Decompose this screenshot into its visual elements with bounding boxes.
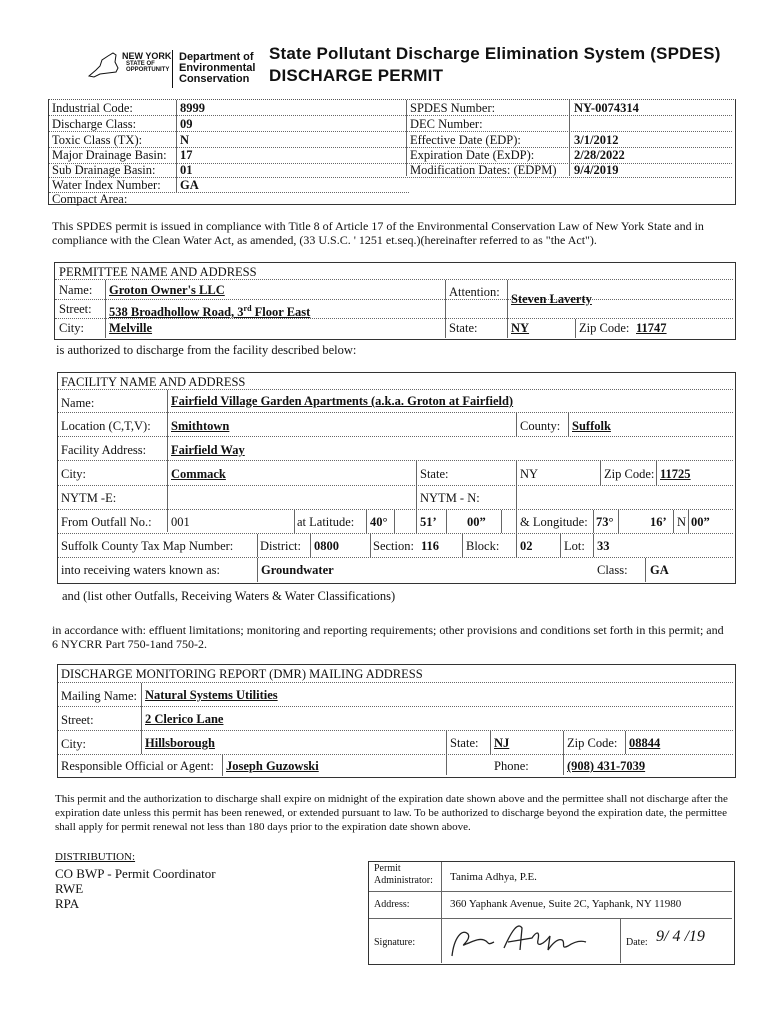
state-map-icon <box>86 50 122 80</box>
date-label: Date: <box>626 937 648 948</box>
modification-date-value: 9/4/2019 <box>574 163 619 177</box>
dmr-zip-value: 08844 <box>629 736 661 750</box>
longitude-n: N <box>677 515 687 529</box>
latitude-degrees: 40° <box>370 515 388 529</box>
latitude-minutes: 51’ <box>420 515 437 529</box>
logo-newyork: NEW YORK <box>122 51 172 61</box>
expiry-text: This permit and the authorization to discharge shall expire on midnight of the expiration date shown above and the permittee shall not discharge after the expiration date unless this permit has been renewed, or extended pursuant to law. To be authorized to discharge beyond the expiration date, the permittee shall apply for permit renewal not less than 180 days prior to the expiration date shown above. <box>55 793 728 833</box>
sub-basin-label: Sub Drainage Basin: <box>52 163 156 177</box>
facility-heading: FACILITY NAME AND ADDRESS <box>61 375 246 389</box>
logo-divider <box>172 50 173 88</box>
longitude-minutes: 16’ <box>650 515 667 529</box>
spdes-number-label: SPDES Number: <box>410 101 496 115</box>
distribution-item: RWE <box>55 881 84 896</box>
accordance-text: in accordance with: effluent limitations; monitoring and reporting requirements; other provisions and conditions set forth in this permit; and 6 NYCRR Part 750-1and 750-2. <box>52 623 724 651</box>
signature-label: Signature: <box>374 937 416 948</box>
facility-state-value: NY <box>520 467 539 481</box>
lot-value: 33 <box>597 539 610 553</box>
nytm-e-label: NYTM -E: <box>61 491 117 505</box>
compact-area-label: Compact Area: <box>52 192 128 206</box>
signature-image <box>448 920 613 960</box>
facility-zip-label: Zip Code: <box>604 467 655 481</box>
admin-address-label: Address: <box>374 899 410 910</box>
section-label: Section: <box>373 539 414 553</box>
section-value: 116 <box>421 539 440 553</box>
longitude-label: & Longitude: <box>520 515 588 529</box>
modification-date-label: Modification Dates: (EDPM) <box>410 163 557 177</box>
dmr-state-value: NJ <box>494 736 510 750</box>
permittee-state-value: NY <box>511 321 530 335</box>
admin-name: Tanima Adhya, P.E. <box>450 871 537 883</box>
outfall-value: 001 <box>171 515 190 529</box>
latitude-seconds: 00” <box>467 515 486 529</box>
water-index-label: Water Index Number: <box>52 178 161 192</box>
facility-city-value: Commack <box>171 467 226 481</box>
mailing-name-value: Natural Systems Utilities <box>145 688 278 702</box>
toxic-class-value: N <box>180 133 190 147</box>
permittee-city-label: City: <box>59 321 85 335</box>
latitude-label: at Latitude: <box>297 515 355 529</box>
dec-logo-text <box>179 52 255 85</box>
major-basin-value: 17 <box>180 148 193 162</box>
admin-address-value: 360 Yaphank Avenue, Suite 2C, Yaphank, NY 11980 <box>450 898 682 910</box>
industrial-code-label: Industrial Code: <box>52 101 133 115</box>
dmr-street-label: Street: <box>61 713 94 727</box>
expiration-date-value: 2/28/2022 <box>574 148 625 162</box>
facility-zip-value: 11725 <box>660 467 691 481</box>
district-value: 0800 <box>314 539 339 553</box>
outfall-label: From Outfall No.: <box>61 515 152 529</box>
page-title: State Pollutant Discharge Elimination System (SPDES) <box>269 44 721 63</box>
permittee-city-value: Melville <box>109 321 153 335</box>
logo-state-of: STATE OF <box>126 61 155 67</box>
tax-map-label: Suffolk County Tax Map Number: <box>61 539 234 553</box>
distribution-heading: DISTRIBUTION: <box>55 851 136 863</box>
effective-date-label: Effective Date (EDP): <box>410 133 521 147</box>
longitude-seconds: 00” <box>691 515 710 529</box>
water-index-value: GA <box>180 178 199 192</box>
dept-line-2: Environmental <box>179 62 256 74</box>
phone-label: Phone: <box>494 759 529 773</box>
dmr-city-label: City: <box>61 737 87 751</box>
permittee-zip-value: 11747 <box>636 321 667 335</box>
longitude-degrees: 73° <box>596 515 614 529</box>
date-value: 9/ 4 /19 <box>656 928 705 945</box>
district-label: District: <box>260 539 301 553</box>
dmr-zip-label: Zip Code: <box>567 736 618 750</box>
phone-value: (908) 431-7039 <box>567 759 646 773</box>
dec-number-label: DEC Number: <box>410 117 483 131</box>
county-value: Suffolk <box>572 419 611 433</box>
other-outfalls-text: and (list other Outfalls, Receiving Waters & Water Classifications) <box>62 589 396 603</box>
permittee-street-label: Street: <box>59 302 92 316</box>
county-label: County: <box>520 419 561 433</box>
facility-address-value: Fairfield Way <box>171 443 245 457</box>
permittee-state-label: State: <box>449 321 478 335</box>
logo-opportunity: OPPORTUNITY <box>126 67 170 73</box>
discharge-class-value: 09 <box>180 117 193 131</box>
lot-label: Lot: <box>564 539 585 553</box>
permittee-street-value: 538 Broadhollow Road, 3rd Floor East <box>109 304 311 320</box>
dmr-state-label: State: <box>450 736 479 750</box>
permittee-heading: PERMITTEE NAME AND ADDRESS <box>59 265 257 279</box>
permittee-zip-label: Zip Code: <box>579 321 630 335</box>
major-basin-label: Major Drainage Basin: <box>52 148 167 162</box>
class-value: GA <box>650 563 669 577</box>
official-value: Joseph Guzowski <box>226 759 319 773</box>
industrial-code-value: 8999 <box>180 101 205 115</box>
nytm-n-label: NYTM - N: <box>420 491 480 505</box>
intro-text: This SPDES permit is issued in compliance with Title 8 of Article 17 of the Environmental Conservation Law of New York State and in compliance with the Clean Water Act, as amended, (33 U.S.C. ' 1251 et.seq.)(hereinafter referred to as "the Act"). <box>52 219 704 247</box>
mailing-name-label: Mailing Name: <box>61 689 138 703</box>
dept-line-1: Department of <box>179 51 254 63</box>
distribution-item: RPA <box>55 896 80 911</box>
dmr-city-value: Hillsborough <box>145 736 215 750</box>
facility-name-value: Fairfield Village Garden Apartments (a.k.a. Groton at Fairfield) <box>171 394 514 408</box>
permittee-name-label: Name: <box>59 283 93 297</box>
official-label: Responsible Official or Agent: <box>61 759 214 773</box>
facility-city-label: City: <box>61 467 87 481</box>
spdes-number-value: NY-0074314 <box>574 101 639 115</box>
toxic-class-label: Toxic Class (TX): <box>52 133 143 147</box>
block-value: 02 <box>520 539 533 553</box>
effective-date-value: 3/1/2012 <box>574 133 619 147</box>
class-label: Class: <box>597 563 628 577</box>
block-label: Block: <box>466 539 500 553</box>
attention-label: Attention: <box>449 285 500 299</box>
admin-label-2: Administrator: <box>374 875 433 886</box>
expiration-date-label: Expiration Date (ExDP): <box>410 148 535 162</box>
facility-state-label: State: <box>420 467 449 481</box>
facility-name-label: Name: <box>61 396 95 410</box>
dept-line-3: Conservation <box>179 73 250 85</box>
location-label: Location (C,T,V): <box>61 419 151 433</box>
receiving-waters-label: into receiving waters known as: <box>61 563 220 577</box>
page-subtitle: DISCHARGE PERMIT <box>269 66 444 85</box>
permittee-name-value: Groton Owner's LLC <box>109 283 225 297</box>
dmr-heading: DISCHARGE MONITORING REPORT (DMR) MAILING ADDRESS <box>61 667 423 681</box>
facility-address-label: Facility Address: <box>61 443 147 457</box>
admin-label-1: Permit <box>374 863 401 874</box>
authorized-text: is authorized to discharge from the facility described below: <box>56 343 357 357</box>
sub-basin-value: 01 <box>180 163 193 177</box>
receiving-waters-value: Groundwater <box>261 563 334 577</box>
distribution-item: CO BWP - Permit Coordinator <box>55 866 216 881</box>
discharge-class-label: Discharge Class: <box>52 117 137 131</box>
location-value: Smithtown <box>171 419 230 433</box>
dmr-street-value: 2 Clerico Lane <box>145 712 224 726</box>
nys-logo <box>86 46 176 88</box>
attention-value: Steven Laverty <box>511 292 592 306</box>
